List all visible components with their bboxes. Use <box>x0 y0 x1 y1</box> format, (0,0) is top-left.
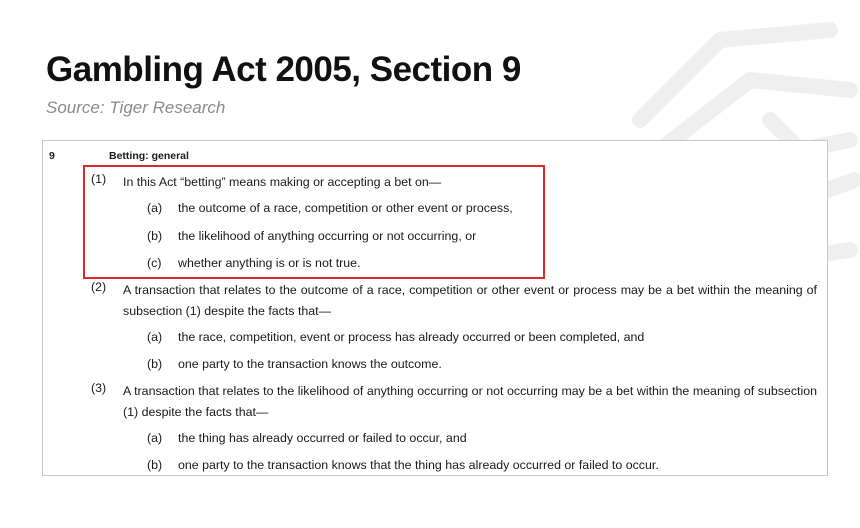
item-number: (c) <box>147 256 162 270</box>
item-number: (a) <box>147 201 163 215</box>
item-number: (a) <box>147 431 163 445</box>
item-number: (b) <box>147 458 163 472</box>
paragraph-text: A transaction that relates to the outcome of a race, competition or other event or process may be a bet within the meaning of subsection (1) despite the facts that— <box>123 283 817 318</box>
paragraph-number: (3) <box>91 381 107 395</box>
paragraph-text: In this Act “betting” means making or accepting a bet on— <box>123 175 442 189</box>
page-title: Gambling Act 2005, Section 9 <box>46 50 521 89</box>
item-text: one party to the transaction knows the outcome. <box>178 357 442 371</box>
item-text: the thing has already occurred or failed to occur, and <box>178 431 467 445</box>
paragraph-number: (1) <box>91 172 107 186</box>
item-text: the outcome of a race, competition or other event or process, <box>178 201 513 215</box>
paragraph-text: A transaction that relates to the likelihood of anything occurring or not occurring may be a bet within the meaning of subsection (1) despite the facts that— <box>123 384 817 419</box>
section-number: 9 <box>49 150 55 162</box>
paragraph-number: (2) <box>91 280 107 294</box>
item-text: the likelihood of anything occurring or not occurring, or <box>178 229 477 243</box>
item-number: (b) <box>147 357 163 371</box>
item-text: one party to the transaction knows that the thing has already occurred or failed to occur. <box>178 458 659 472</box>
item-text: whether anything is or is not true. <box>178 256 361 270</box>
item-text: the race, competition, event or process has already occurred or been completed, and <box>178 330 645 344</box>
item-number: (a) <box>147 330 163 344</box>
section-heading: Betting: general <box>109 150 189 162</box>
item-number: (b) <box>147 229 163 243</box>
legislation-excerpt <box>42 140 828 476</box>
source-caption: Source: Tiger Research <box>46 98 226 117</box>
